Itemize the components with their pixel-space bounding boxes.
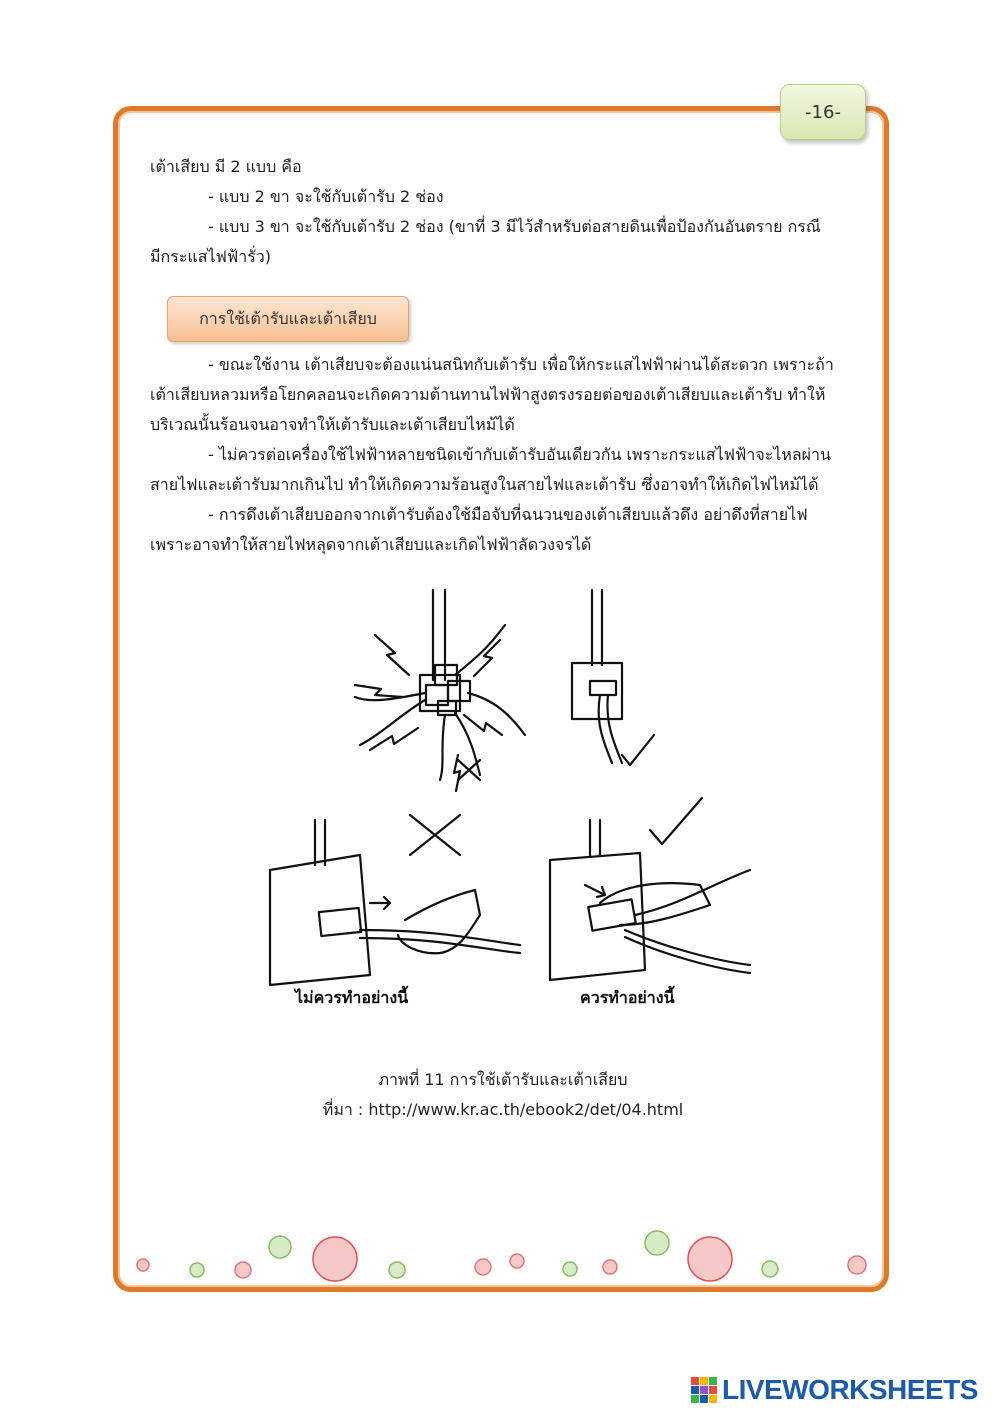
paragraph-2-line-1: - ไม่ควรต่อเครื่องใช้ไฟฟ้าหลายชนิดเข้ากับเต้ารับอันเดียวกัน เพราะกระแสไฟฟ้าจะไหลผ่าน bbox=[208, 445, 831, 464]
body-paragraphs bbox=[150, 350, 856, 560]
figure-caption: ภาพที่ 11 การใช้เต้ารับและเต้าเสียบ bbox=[378, 1070, 628, 1089]
outlet-usage-illustration bbox=[240, 585, 760, 1015]
liveworksheets-logo-icon bbox=[690, 1376, 718, 1404]
ornament-decoration bbox=[125, 1225, 885, 1285]
pull-by-cord-drawing bbox=[270, 815, 520, 985]
paragraph-3-line-1: - การดึงเต้าเสียบออกจากเต้ารับต้องใช้มือจับที่ฉนวนของเต้าเสียบแล้วดึง อย่าดึงที่สายไฟ bbox=[208, 505, 808, 524]
intro-item-1: - แบบ 2 ขา จะใช้กับเต้ารับ 2 ช่อง bbox=[208, 187, 444, 206]
intro-item-2-line-2: มีกระแสไฟฟ้ารั่ว) bbox=[150, 247, 272, 266]
paragraph-1-line-3: บริเวณนั้นร้อนจนอาจทำให้เต้ารับและเต้าเสียบไหม้ได้ bbox=[150, 415, 515, 434]
paragraph-1-line-1: - ขณะใช้งาน เต้าเสียบจะต้องแน่นสนิทกับเต้ารับ เพื่อให้กระแสไฟฟ้าผ่านได้สะดวก เพราะถ้า bbox=[208, 355, 834, 374]
liveworksheets-wordmark: LIVEWORKSHEETS bbox=[722, 1374, 978, 1405]
paragraph-1-line-2: เต้าเสียบหลวมหรือโยกคลอนจะเกิดความต้านทานไฟฟ้าสูงตรงรอยต่อของเต้าเสียบและเต้ารับ ทำให้ bbox=[150, 385, 826, 404]
label-wrong-way: ไม่ควรทำอย่างนี้ bbox=[295, 988, 409, 1007]
figure-source: ที่มา : http://www.kr.ac.th/ebook2/det/04.html bbox=[322, 1100, 684, 1119]
intro-heading: เต้าเสียบ มี 2 แบบ คือ bbox=[150, 157, 302, 176]
page-number: -16- bbox=[780, 84, 866, 140]
grip-plug-drawing bbox=[550, 798, 750, 980]
single-plug-drawing bbox=[572, 590, 654, 765]
label-right-way: ควรทำอย่างนี้ bbox=[580, 988, 675, 1007]
overloaded-outlet-drawing bbox=[355, 590, 525, 791]
intro-item-2-line-1: - แบบ 3 ขา จะใช้กับเต้ารับ 2 ช่อง (ขาที่ 3 มีไว้สำหรับต่อสายดินเพื่อป้องกันอันตราย กรณี bbox=[208, 217, 821, 236]
section-title: การใช้เต้ารับและเต้าเสียบ bbox=[167, 296, 409, 342]
paragraph-2-line-2: สายไฟและเต้ารับมากเกินไป ทำให้เกิดความร้อนสูงในสายไฟและเต้ารับ ซึ่งอาจทำให้เกิดไฟไหม้ได้ bbox=[150, 475, 819, 494]
paragraph-3-line-2: เพราะอาจทำให้สายไฟหลุดจากเต้าเสียบและเกิดไฟฟ้าลัดวงจรได้ bbox=[150, 535, 592, 554]
liveworksheets-watermark bbox=[690, 1372, 978, 1408]
intro-block bbox=[150, 152, 856, 272]
